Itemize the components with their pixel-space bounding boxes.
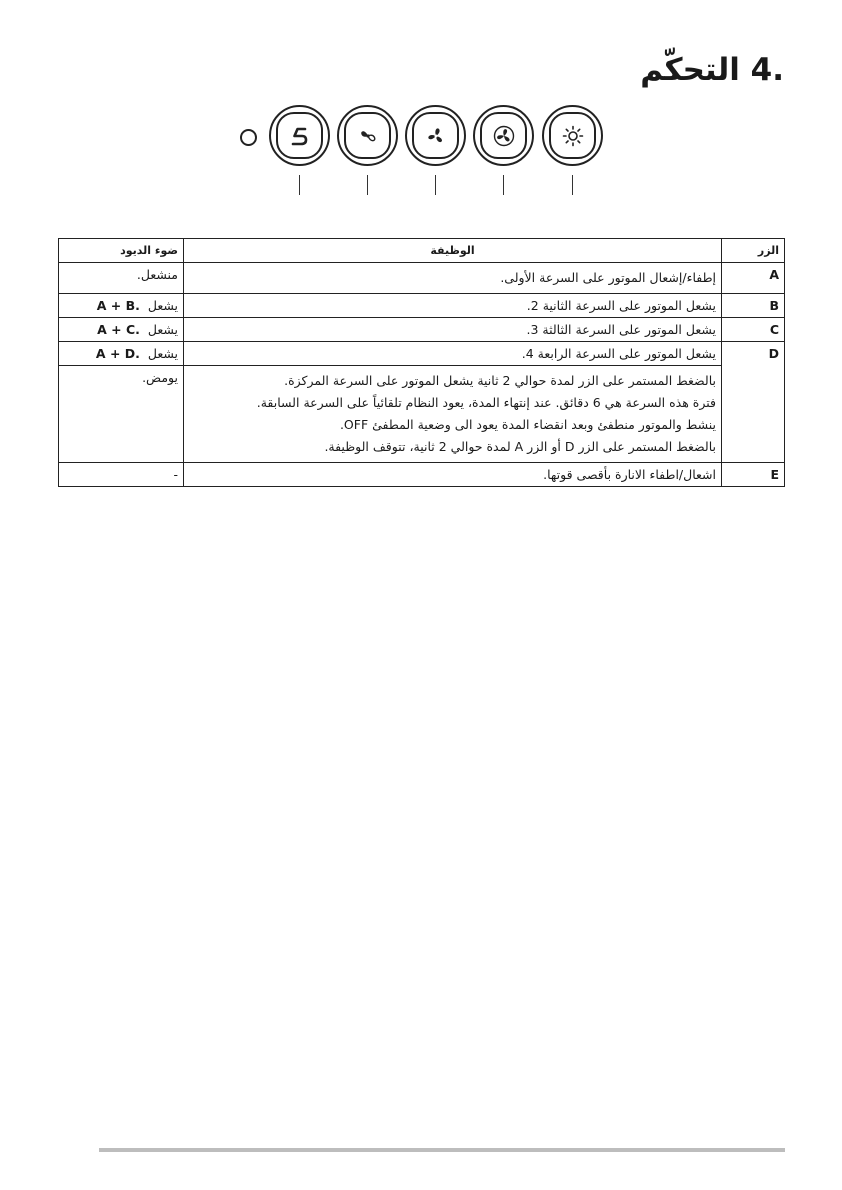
callout-tick-e [572,175,573,195]
control-button-e[interactable] [542,105,603,166]
led-keys: A + C. [97,322,140,337]
row-key: C [722,318,785,342]
function-table [58,238,785,487]
led-indicator [240,129,257,146]
section-title: .4 التحكّم [640,52,784,88]
control-button-a[interactable] [269,105,330,166]
control-button-c[interactable] [405,105,466,166]
row-led [59,318,184,342]
control-panel [236,105,608,197]
row-function: يشعل الموتور على السرعة الرابعة 4. [184,342,722,366]
row-key: B [722,294,785,318]
function-line: بالضغط المستمر على الزر D أو الزر A لمدة حوالي 2 ثانية، تتوقف الوظيفة. [324,439,716,454]
led-keys: A + D. [95,346,140,361]
callout-tick-a [299,175,300,195]
footer-rule [99,1148,785,1152]
control-button-b[interactable] [337,105,398,166]
led-prefix: يشعل [147,322,178,337]
header-key: الزر [722,239,785,263]
row-led: يومض. [59,366,184,463]
fan-medium-icon [424,124,448,148]
row-key: D [722,342,785,463]
led-prefix: يشعل [147,346,178,361]
table-row [59,263,785,294]
row-led [59,294,184,318]
timer-delay-icon [288,124,312,148]
light-icon [561,124,585,148]
control-button-d[interactable] [473,105,534,166]
header-led: ضوء الديود [59,239,184,263]
table-header-row [59,239,785,263]
row-led: منشعل. [59,263,184,294]
table-row [59,366,785,463]
row-led [59,342,184,366]
fan-low-icon [356,124,380,148]
led-prefix: يشعل [147,298,178,313]
led-keys: A + B. [96,298,140,313]
table-row [59,318,785,342]
callout-tick-b [367,175,368,195]
row-key: E [722,463,785,487]
row-function [184,366,722,463]
function-line: بالضغط المستمر على الزر لمدة حوالي 2 ثانية يشعل الموتور على السرعة المركزة. [284,373,716,388]
callout-tick-d [503,175,504,195]
fan-high-icon [492,124,516,148]
row-function: يشعل الموتور على السرعة الثانية 2. [184,294,722,318]
row-led: - [59,463,184,487]
callout-tick-c [435,175,436,195]
header-function: الوظيفة [184,239,722,263]
row-function: يشعل الموتور على السرعة الثالثة 3. [184,318,722,342]
row-function: إطفاء/إشعال الموتور على السرعة الأولى. [184,263,722,294]
row-key: A [722,263,785,294]
function-line: فترة هذه السرعة هي 6 دقائق. عند إنتهاء المدة، يعود النظام تلقائياً على السرعة السابقة. [256,395,716,410]
table-row [59,342,785,366]
function-line: ينشط والموتور منطفئ وبعد انقضاء المدة يعود الى وضعية المطفئ OFF. [339,417,716,432]
row-function: اشعال/اطفاء الانارة بأقصى قوتها. [184,463,722,487]
table-row [59,463,785,487]
table-row [59,294,785,318]
